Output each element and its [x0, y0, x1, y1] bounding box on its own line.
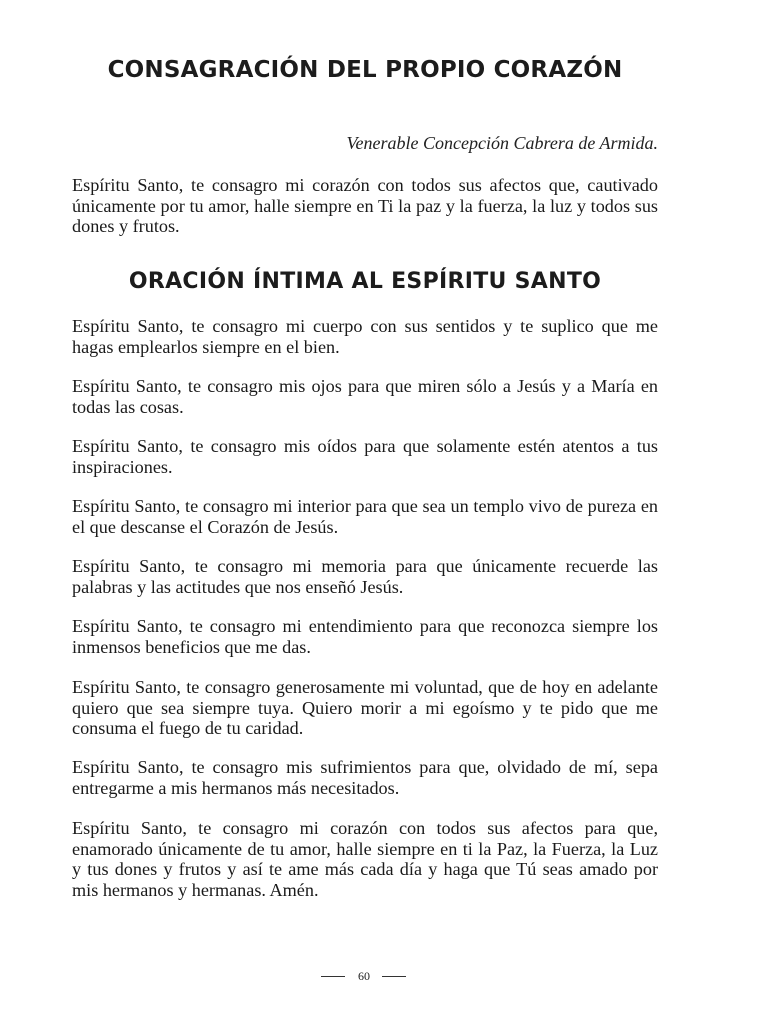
consecration-heading: CONSAGRACIÓN DEL PROPIO CORAZÓN — [107, 57, 623, 83]
prayer-paragraph-eyes: Espíritu Santo, te consagro mis ojos para que miren sólo a Jesús y a María en todas las cosas. — [72, 376, 658, 417]
prayer-heading: ORACIÓN ÍNTIMA AL ESPÍRITU SANTO — [128, 269, 602, 294]
prayer-paragraph-memory: Espíritu Santo, te consagro mi memoria para que únicamente recuerde las palabras y las actitudes que nos enseñó Jesús. — [72, 556, 658, 597]
book-page — [72, 0, 658, 1024]
author-attribution: Venerable Concepción Cabrera de Armida. — [346, 133, 658, 153]
prayer-paragraph-interior: Espíritu Santo, te consagro mi interior para que sea un templo vivo de pureza en el que descanse el Corazón de Jesús. — [72, 496, 658, 537]
footer-rule-right — [382, 976, 406, 977]
prayer-paragraph-understanding: Espíritu Santo, te consagro mi entendimiento para que reconozca siempre los inmensos beneficios que me das. — [72, 616, 658, 657]
page-number: 60 — [358, 969, 370, 983]
prayer-paragraph-ears: Espíritu Santo, te consagro mis oídos para que solamente estén atentos a tus inspiraciones. — [72, 436, 658, 477]
consecration-paragraph: Espíritu Santo, te consagro mi corazón con todos sus afectos que, cautivado únicamente por tu amor, halle siempre en Ti la paz y la fuerza, la luz y todos sus dones y frutos. — [72, 175, 658, 236]
footer-rule-left — [321, 976, 345, 977]
prayer-paragraph-body: Espíritu Santo, te consagro mi cuerpo con sus sentidos y te suplico que me hagas emplearlos siempre en el bien. — [72, 316, 658, 357]
prayer-paragraph-will: Espíritu Santo, te consagro generosamente mi voluntad, que de hoy en adelante quiero que sea siempre tuya. Quiero morir a mi egoísmo y te pido que me consuma el fuego de tu caridad. — [72, 677, 658, 738]
prayer-paragraph-sufferings: Espíritu Santo, te consagro mis sufrimientos para que, olvidado de mí, sepa entregarme a mis hermanos más necesitados. — [72, 757, 658, 798]
page-footer — [0, 966, 768, 986]
prayer-paragraph-heart: Espíritu Santo, te consagro mi corazón con todos sus afectos para que, enamorado únicamente de tu amor, halle siempre en ti la Paz, la Fuerza, la Luz y tus dones y frutos y así te ame más cada día y haga que Tú seas amado por mis hermanos y hermanas. Amén. — [72, 818, 658, 900]
